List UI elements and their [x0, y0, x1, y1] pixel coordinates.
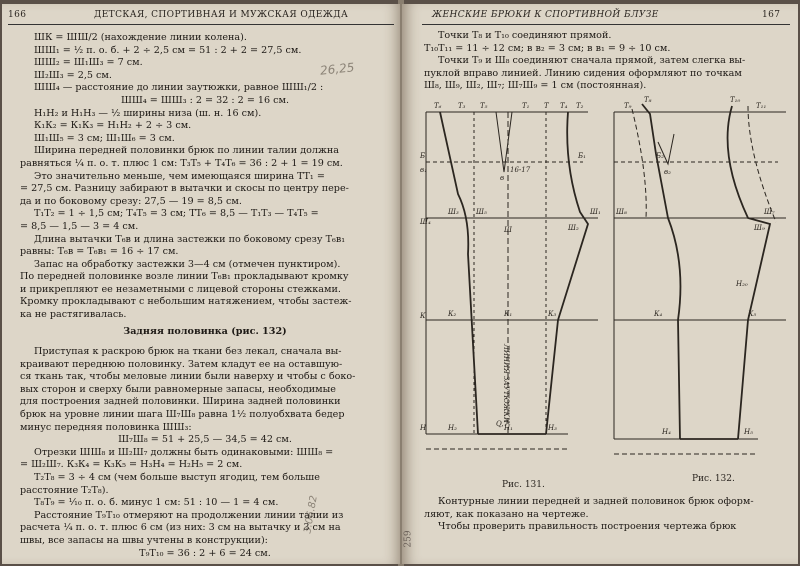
text-line: Т₈Т₉ = ⅒ п. о. б. минус 1 см: 51 : 10 — 1 = 4 см.	[34, 497, 279, 509]
fig131-label: Ш₄	[420, 218, 431, 226]
text-line: Т₂Т₈ = 3 ÷ 4 см (чем больше выступ ягодиц, тем больше	[34, 471, 320, 483]
fig131-label: Ш₂	[568, 224, 579, 232]
fig131-label: Т₄	[560, 102, 568, 110]
text-line: ШШ₂ = Ш₁Ш₃ = 7 см.	[34, 57, 143, 69]
pencil-note-bottom: 3.06.82	[302, 494, 320, 535]
text-line: Кромку прокладывают с небольшим натяжением, чтобы застеж-	[20, 296, 352, 308]
fig131-label: 16-17	[510, 166, 531, 174]
right-head-rule	[422, 24, 790, 25]
fig131-label: Н₁	[504, 424, 513, 432]
section-heading: Задняя половинка (рис. 132)	[123, 326, 287, 337]
text-line: = 27,5 см. Разницу забирают в вытачки и скосы по центру пере-	[20, 183, 349, 195]
fig131-label: Н₃	[548, 424, 557, 432]
text-line: для построения задней половинки. Ширина задней половинки	[20, 396, 341, 408]
text-line: и прикрепляют ее незаметными с лицевой стороны стежками.	[20, 283, 341, 295]
fig131-label: Т₃	[458, 102, 466, 110]
text-line: Точки Т₈ и Т₁₀ соединяют прямой.	[438, 30, 612, 41]
text-line: швы, все запасы на швы учтены в конструкции):	[20, 534, 268, 546]
fig131-label: Ш	[504, 226, 512, 234]
pattern-drawings	[418, 94, 794, 489]
fig132-label: К₅	[748, 310, 757, 318]
fig131-label: Н	[420, 424, 427, 432]
text-line: ляют, как показано на чертеже.	[424, 508, 589, 520]
text-line: ШШ₁ = ½ п. о. б. + 2 ÷ 2,5 см = 51 : 2 + 2 = 27,5 см.	[34, 44, 302, 56]
right-page	[402, 4, 798, 564]
figure-131-caption: Рис. 131.	[502, 480, 545, 490]
fig131-label: Б	[420, 152, 426, 160]
text-line: ка не растягивалась.	[20, 309, 127, 321]
figure-131-front-pattern	[426, 112, 598, 449]
text-line: Это значительно меньше, чем имеющаяся ширина ТТ₁ =	[34, 170, 325, 182]
text-line: пуклой вправо линией. Линию сидения оформляют по точкам	[424, 67, 742, 79]
text-line: брюк на уровне линии шага Ш₇Ш₈ равна 1½ полуобхвата бедер	[20, 408, 345, 420]
fig131-label: К	[420, 312, 426, 320]
fig131-label: Т₆	[434, 102, 442, 110]
fig131-label: Т₂	[576, 102, 584, 110]
text-line: да и по боковому срезу: 27,5 — 19 = 8,5 см.	[20, 195, 242, 207]
figure-132-caption: Рис. 132.	[692, 474, 735, 484]
text-line: вых сторон и сверху были равномерные запасы, необходимые	[20, 383, 336, 395]
fig131-label: К₃	[548, 310, 557, 318]
figure-132-back-pattern	[614, 104, 786, 454]
right-running-head: ЖЕНСКИЕ БРЮКИ К СПОРТИВНОЙ БЛУЗЕ	[432, 10, 659, 20]
fig132-label: Н₄	[662, 428, 671, 436]
fig132-label: Т₈	[644, 96, 652, 104]
text-line: Н₁Н₂ и Н₁Н₃ — ½ ширины низа (ш. н. 16 см).	[34, 107, 262, 119]
fig131-label: в₁	[420, 166, 427, 174]
text-line: Приступая к раскрою брюк на ткани без лекал, сначала вы-	[34, 346, 342, 357]
text-line: Ш₈, Ш₉, Ш₂, Ш₇; Ш₇Ш₉ = 1 см (постоянная).	[424, 80, 647, 92]
text-line: Длина вытачки Т₆в и длина застежки по боковому срезу Т₆в₁	[34, 233, 346, 245]
right-text-top	[424, 30, 792, 93]
left-text-top	[20, 32, 390, 322]
fig131-label: Т	[544, 102, 549, 110]
text-line: краивают переднюю половинку. Затем кладут ее на оставшую-	[20, 358, 343, 370]
text-line: расчета ¼ п. о. т. плюс 6 см (из них: 3 см на вытачку и 3 см на	[20, 522, 341, 534]
fig131-label: Ш₃	[448, 208, 459, 216]
page-stamp: 259	[403, 530, 414, 548]
fig131-label: Т₁	[522, 102, 530, 110]
text-line: минус передняя половинка ШШ₃:	[20, 421, 192, 433]
fig131-label: К₂	[448, 310, 457, 318]
text-line: Т₁Т₂ = 1 ÷ 1,5 см; Т₄Т₅ = 3 см; ТТ₆ = 8,5 — Т₁Т₃ — Т₄Т₅ =	[34, 208, 319, 220]
fig132-label: Ш₉	[754, 224, 765, 232]
text-line: равняться ¼ п. о. т. плюс 1 см: Т₃Т₅ + Т₄Т₆ = 36 : 2 + 1 = 19 см.	[20, 157, 343, 169]
right-text-bottom	[424, 496, 792, 534]
text-line: Отрезки ШШ₈ и Ш₂Ш₇ должны быть одинаковыми: ШШ₈ =	[34, 446, 334, 458]
text-line: Контурные линии передней и задней половинок брюк оформ-	[438, 496, 754, 507]
text-line: равны: Т₆в = Т₆в₁ = 16 ÷ 17 см.	[20, 246, 179, 258]
text-line: Чтобы проверить правильность построения чертежа брюк	[438, 521, 737, 533]
fig131-label: Ш₁	[590, 208, 601, 216]
fig131-label: К₁	[504, 310, 513, 318]
text-line: ШШ₄ = ШШ₃ : 2 = 32 : 2 = 16 см.	[120, 94, 290, 106]
text-line: Ш₂Ш₃ = 2,5 см.	[34, 69, 112, 81]
text-line: Расстояние Т₉Т₁₀ отмеряют на продолжении линии талии из	[34, 509, 344, 521]
fig132-label: в₂	[664, 168, 671, 176]
text-line: К₁К₂ = К₁К₃ = Н₁Н₂ + 2 ÷ 3 см.	[34, 120, 192, 132]
text-line: По передней половинке возле линии Т₆в₁ прокладывают кромку	[20, 271, 349, 283]
fig132-label: К₄	[654, 310, 663, 318]
fig132-label: Ш₇	[764, 208, 775, 216]
text-line: Т₁₀Т₁₁ = 11 ÷ 12 см; в в₂ = 3 см; в в₁ = 9 ÷ 10 см.	[424, 42, 671, 54]
fig132-label: Т₁₁	[756, 102, 767, 110]
fig131-label: Б₁	[578, 152, 586, 160]
pencil-note: 26,25	[319, 60, 355, 78]
text-line: ся ткань так, чтобы меловые линии были наверху и чтобы с боко-	[20, 371, 356, 383]
fig132-label: Т₉	[624, 102, 632, 110]
left-head-rule	[8, 24, 394, 25]
fig131-label: Q,7	[496, 420, 509, 428]
text-line: Ширина передней половинки брюк по линии талии должна	[34, 145, 339, 157]
text-line: Ш₇Ш₈ = 51 + 25,5 — 34,5 = 42 см.	[118, 434, 292, 446]
fig132-label: Б₂	[656, 152, 664, 160]
text-line: ШШ₄ — расстояние до линии заутюжки, равное ШШ₁/2 :	[34, 82, 324, 94]
text-line: Т₉Т₁₀ = 36 : 2 + 6 = 24 см.	[139, 547, 271, 559]
text-line: Точки Т₉ и Ш₈ соединяют сначала прямой, затем слегка вы-	[438, 55, 746, 67]
fig132-label: Т₁₀	[730, 96, 741, 104]
text-line: расстояние Т₂Т₈).	[20, 484, 109, 496]
fig132-label: Н₅	[744, 428, 753, 436]
right-page-number: 167	[762, 10, 781, 20]
left-page-number: 166	[8, 10, 27, 20]
left-running-head: ДЕТСКАЯ, СПОРТИВНАЯ И МУЖСКАЯ ОДЕЖДА	[94, 10, 349, 20]
fig131-label: Н₂	[448, 424, 457, 432]
fig131-label: ЛИНИЯ ЗАУТЮЖКИ	[502, 344, 510, 424]
left-page	[2, 4, 400, 564]
text-line: ШК = ШШ/2 (нахождение линии колена).	[34, 32, 247, 43]
text-line: = Ш₂Ш₇. К₃К₄ = К₃К₅ = Н₃Н₄ = Н₂Н₅ = 2 см.	[20, 459, 243, 471]
fig131-label: Ш₅	[476, 208, 487, 216]
text-line: = 8,5 — 1,5 — 3 = 4 см.	[20, 220, 139, 232]
fig131-label: в	[500, 174, 505, 182]
fig132-label: Ш₈	[616, 208, 627, 216]
fig131-label: Т₅	[480, 102, 488, 110]
left-text-bottom	[20, 346, 390, 560]
fig132-label: Н₂₀	[736, 280, 748, 288]
text-line: Запас на обработку застежки 3—4 см (отмечен пунктиром).	[34, 258, 341, 270]
text-line: Ш₁Ш₅ = 3 см; Ш₁Ш₆ = 3 см.	[34, 132, 175, 144]
